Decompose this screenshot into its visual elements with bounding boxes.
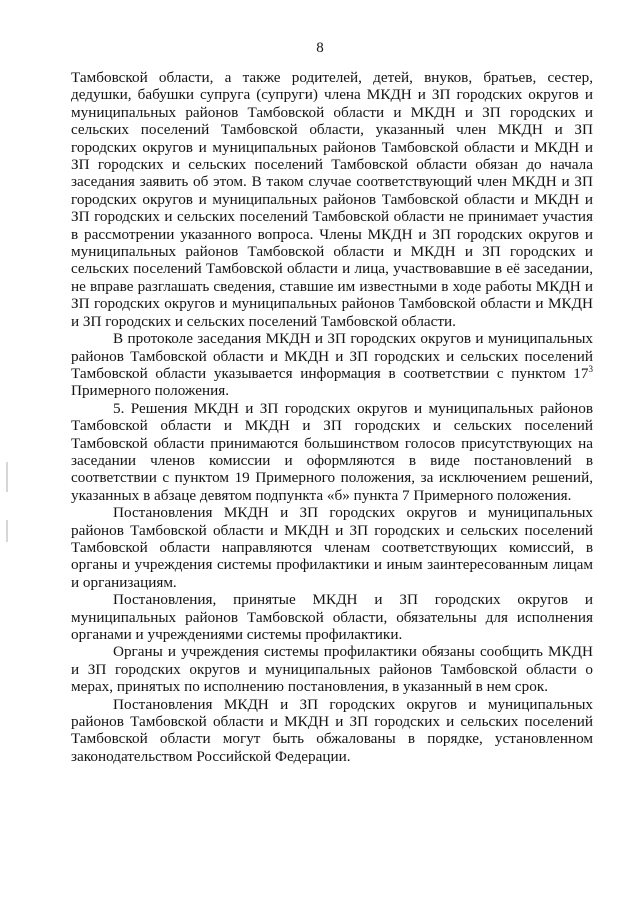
- paragraph-appeal: Постановления МКДН и ЗП городских округов и муниципальных районов Тамбовской области и МКДН и ЗП городских и сельских поселений Тамбовской области могут быть обжалованы в порядке, установленном законодательством Российской Федерации.: [71, 695, 593, 765]
- page-number: 8: [316, 40, 324, 56]
- scan-margin-mark: [6, 462, 8, 492]
- paragraph-resolutions-distribution: Постановления МКДН и ЗП городских округов и муниципальных районов Тамбовской области и МКДН и ЗП городских и сельских поселений Тамбовской области направляются членам соответствующих комиссий, в органы и учреждения системы профилактики и иным заинтересованным лицам и организациям.: [71, 504, 593, 591]
- paragraph-decisions: 5. Решения МКДН и ЗП городских округов и муниципальных районов Тамбовской области и МКДН и ЗП городских и сельских поселений Тамбовской области принимаются большинством голосов присутствующих на заседании членов комиссии и оформляются в виде постановлений в соответствии с пунктом 19 Примерного положения, за исключением решений, указанных в абзаце девятом подпункта «б» пункта 7 Примерного положения.: [71, 399, 593, 504]
- paragraph-reporting-obligation: Органы и учреждения системы профилактики обязаны сообщить МКДН и ЗП городских округов и муниципальных районов Тамбовской области о мерах, принятых по исполнению постановления, в указанный в нем срок.: [71, 643, 593, 696]
- scan-margin-mark: [6, 520, 8, 542]
- paragraph-resolutions-binding: Постановления, принятые МКДН и ЗП городских округов и муниципальных районов Тамбовской области, обязательны для исполнения органами и учреждениями системы профилактики.: [71, 591, 593, 643]
- protocol-text-end: Примерного положения.: [71, 382, 229, 400]
- paragraph-conflict-of-interest: Тамбовской области, а также родителей, детей, внуков, братьев, сестер, дедушки, бабушки супруга (супруги) члена МКДН и ЗП городских округов и муниципальных районов Тамбовской области и МКДН и ЗП городских и сельских поселений Тамбовской области, указанный член МКДН и ЗП городских округов и муниципальных районов Тамбовской области и МКДН и ЗП городских и сельских поселений Тамбовской области обязан до начала заседания заявить об этом. В таком случае соответствующий член МКДН и ЗП городских округов и муниципальных районов Тамбовской области и МКДН и ЗП городских и сельских поселений Тамбовской области не принимает участия в рассмотрении указанного вопроса. Члены МКДН и ЗП городских округов и муниципальных районов Тамбовской области и МКДН и ЗП городских и сельских поселений Тамбовской области и лица, участвовавшие в её заседании, не вправе разглашать сведения, ставшие им известными в ходе работы МКДН и ЗП городских округов и муниципальных районов Тамбовской области и МКДН и ЗП городских и сельских поселений Тамбовской области.: [71, 69, 593, 330]
- protocol-text: В протоколе заседания МКДН и ЗП городских округов и муниципальных районов Тамбовской области и МКДН и ЗП городских и сельских поселений Тамбовской области указывается информация в соответствии с пунктом 17: [71, 330, 593, 382]
- document-body: [71, 69, 593, 765]
- paragraph-meeting-protocol: [71, 330, 593, 400]
- footnote-superscript: 3: [588, 363, 593, 374]
